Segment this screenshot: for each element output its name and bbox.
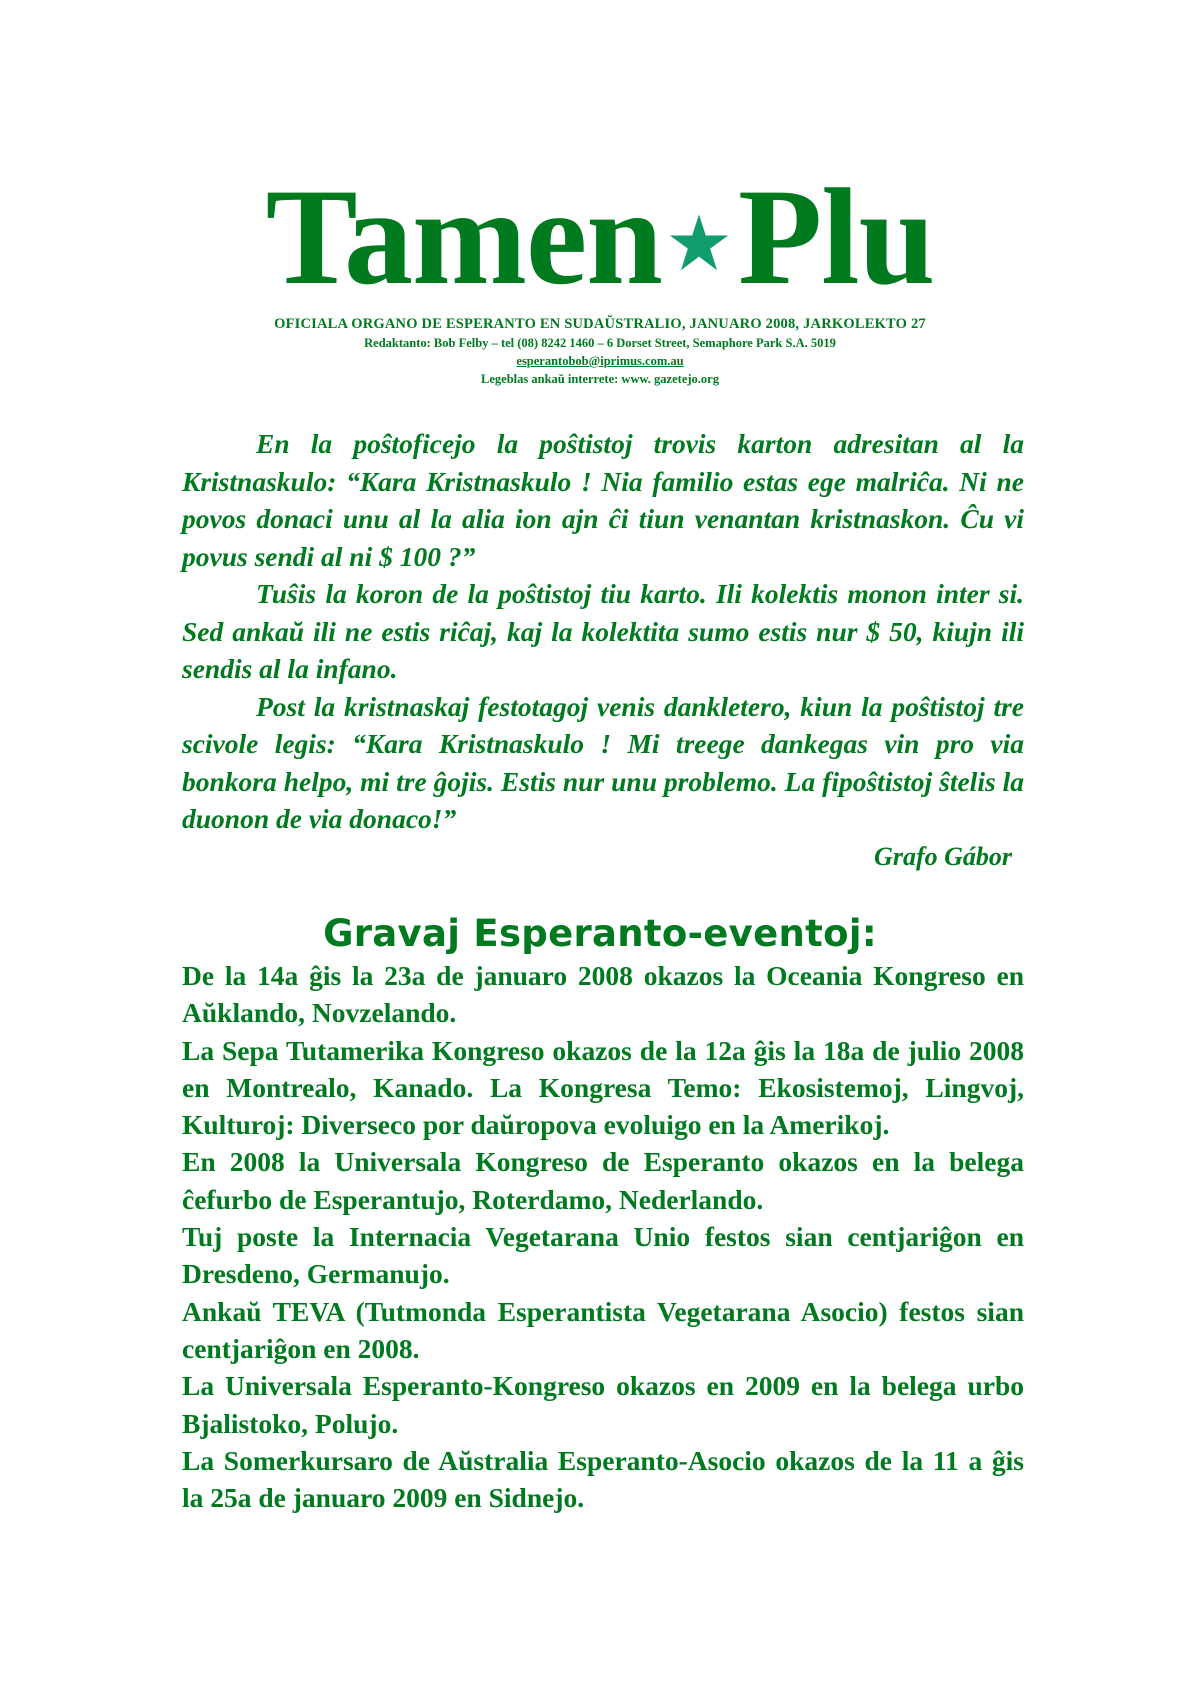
story-signature: Grafo Gábor	[874, 841, 1012, 871]
story-paragraph: Tuŝis la koron de la poŝtistoj tiu karto. Ili kolektis monon inter si. Sed ankaŭ ili ne estis riĉaj, kaj la kolektita sumo estis nur $ 50, kiujn ili sendis al la infano.	[182, 578, 1024, 684]
story-paragraph: Post la kristnaskaj festotagoj venis dankletero, kiun la poŝtistoj tre scivole legis: “Kara Kristnaskulo ! Mi treege dankegas vin pro via bonkora helpo, mi tre ĝojis. Estis nur unu problemo. La fipoŝtistoj ŝtelis la duonon de via donaco!”	[182, 690, 1024, 834]
web-line: Legeblas ankaŭ interrete: www. gazetejo.org	[481, 372, 719, 386]
story-paragraph: En la poŝtoficejo la poŝtistoj trovis karton adresitan al la Kristnaskulo: “Kara Kristnaskulo ! Nia familio estas ege malriĉa. Ni ne povos donaci unu al la alia ion ajn ĉi tiun venantan kristnaskon. Ĉu vi povus sendi al ni $ 100 ?”	[182, 428, 1024, 572]
christmas-story	[182, 425, 1024, 875]
event-item: Ankaŭ TEVA (Tutmonda Esperantista Vegetarana Asocio) festos sian centjariĝon en 2008.	[182, 1295, 1024, 1364]
editor-email-link[interactable]: esperantobob@iprimus.com.au	[516, 354, 684, 368]
green-star-icon	[668, 212, 730, 274]
event-item: La Universala Esperanto-Kongreso okazos en 2009 en la belega urbo Bjalistoko, Polujo.	[182, 1370, 1024, 1439]
masthead	[0, 160, 1200, 313]
event-item: La Somerkursaro de Aŭstralia Esperanto-Asocio okazos de la 11 a ĝis la 25a de januaro 2009 en Sidnejo.	[182, 1444, 1024, 1514]
event-item: En 2008 la Universala Kongreso de Esperanto okazos en la belega ĉefurbo de Esperantujo, Roterdamo, Nederlando.	[182, 1146, 1024, 1215]
masthead-subinfo	[0, 314, 1200, 388]
event-item: La Sepa Tutamerika Kongreso okazos de la 12a ĝis la 18a de julio 2008 en Montrealo, Kanado. La Kongresa Temo: Ekosistemoj, Lingvoj, Kulturoj: Diverseco por daŭropova evoluigo en la Amerikoj.	[182, 1034, 1024, 1141]
masthead-title-left: Tamen	[265, 160, 662, 313]
events-heading: Gravaj Esperanto-eventoj:	[323, 912, 877, 955]
event-item: De la 14a ĝis la 23a de januaro 2008 okazos la Oceania Kongreso en Aŭklando, Novzelando.	[182, 960, 1024, 1029]
event-item: Tuj poste la Internacia Vegetarana Unio festos sian centjariĝon en Dresdeno, Germanujo.	[182, 1221, 1024, 1290]
editor-line: Redaktanto: Bob Felby – tel (08) 8242 1460 – 6 Dorset Street, Semaphore Park S.A. 5019	[364, 336, 836, 350]
events-list	[182, 957, 1024, 1516]
official-organ-line: OFICIALA ORGANO DE ESPERANTO EN SUDAŬSTRALIO, JANUARO 2008, JARKOLEKTO 27	[274, 316, 926, 332]
masthead-title-right: Plu	[737, 160, 935, 313]
